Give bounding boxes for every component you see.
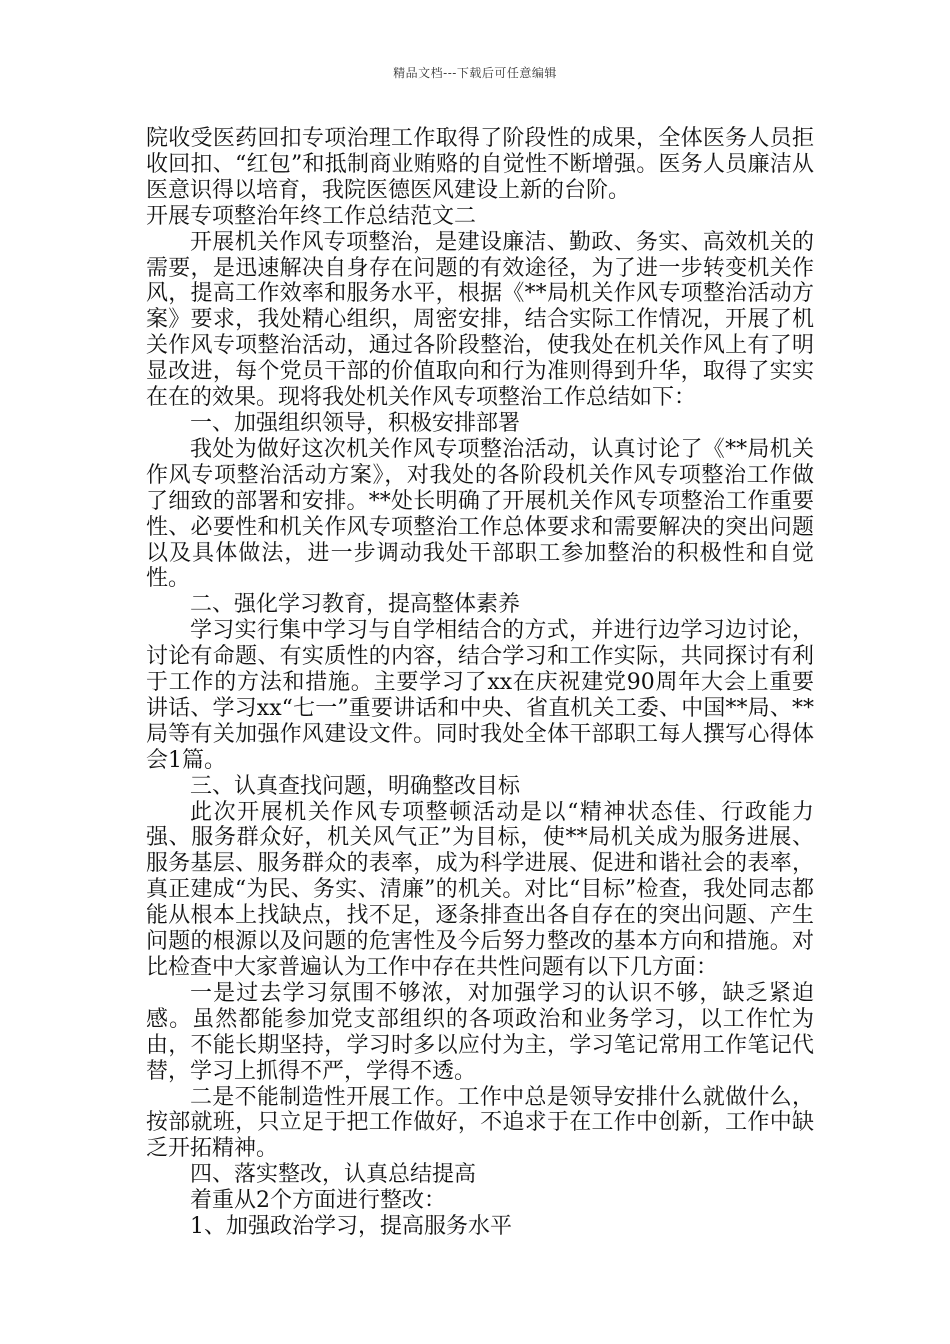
- section-heading-4: 四、落实整改，认真总结提高: [190, 1162, 477, 1188]
- section-heading-2: 二、强化学习教育，提高整体素养: [190, 592, 521, 618]
- section-heading-1: 一、加强组织领导，积极安排部署: [190, 410, 521, 436]
- paragraph-opening: 开展机关作风专项整治，是建设廉洁、勤政、务实、高效机关的需要，是迅速解决自身存在问题的有效途径，为了进一步转变机关作风，提高工作效率和服务水平，根据《**局机关作风专项整治活动方案》要求，我处精心组织，周密安排，结合实际工作情况，开展了机关作风专项整治活动，通过各阶段整治，使我处在机关作风上有了明显改进，每个党员干部的价值取向和行为准则得到升华，取得了实实在在的效果。现将我处机关作风专项整治工作总结如下：: [146, 229, 814, 411]
- page-header: 精品文档---下载后可任意编辑: [393, 66, 557, 80]
- paragraph-section-1: 我处为做好这次机关作风专项整治活动，认真讨论了《**局机关作风专项整治活动方案》，对我处的各阶段机关作风专项整治工作做了细致的部署和安排。**处长明确了开展机关作风专项整治工作重要性、必要性和机关作风专项整治工作总体要求和需要解决的突出问题以及具体做法，进一步调动我处干部职工参加整治的积极性和自觉性。: [146, 436, 814, 592]
- paragraph-problem-1: 一是过去学习氛围不够浓，对加强学习的认识不够，缺乏紧迫感。虽然都能参加党支部组织的各项政治和业务学习，以工作忙为由，不能长期坚持，学习时多以应付为主，学习笔记常用工作笔记代替，学习上抓得不严，学得不透。: [146, 980, 814, 1084]
- subheading-4-1: 1、加强政治学习，提高服务水平: [190, 1214, 512, 1240]
- document-body: [146, 126, 814, 1240]
- document-subtitle: 开展专项整治年终工作总结范文二: [146, 203, 477, 229]
- paragraph-intro-continuation: 院收受医药回扣专项治理工作取得了阶段性的成果，全体医务人员拒收回扣、“红包”和抵制商业贿赂的自觉性不断增强。医务人员廉洁从医意识得以培育，我院医德医风建设上新的台阶。: [146, 126, 814, 203]
- paragraph-section-3: 此次开展机关作风专项整顿活动是以“精神状态佳、行政能力强、服务群众好，机关风气正”为目标，使**局机关成为服务进展、服务基层、服务群众的表率，成为科学进展、促进和谐社会的表率，真正建成“为民、务实、清廉”的机关。对比“目标”检查，我处同志都能从根本上找缺点，找不足，逐条排查出各自存在的突出问题、产生问题的根源以及问题的危害性及今后努力整改的基本方向和措施。对比检查中大家普遍认为工作中存在共性问题有以下几方面：: [146, 799, 814, 980]
- paragraph-section-2: 学习实行集中学习与自学相结合的方式，并进行边学习边讨论，讨论有命题、有实质性的内容，结合学习和工作实际，共同探讨有利于工作的方法和措施。主要学习了xx在庆祝建党90周年大会上重要讲话、学习xx“七一”重要讲话和中央、省直机关工委、中国**局、**局等有关加强作风建设文件。同时我处全体干部职工每人撰写心得体会1篇。: [146, 618, 814, 773]
- paragraph-section-4-intro: 着重从2个方面进行整改：: [190, 1188, 446, 1214]
- section-heading-3: 三、认真查找问题，明确整改目标: [190, 773, 521, 799]
- paragraph-problem-2: 二是不能制造性开展工作。工作中总是领导安排什么就做什么，按部就班，只立足于把工作做好，不追求于在工作中创新，工作中缺乏开拓精神。: [146, 1084, 814, 1162]
